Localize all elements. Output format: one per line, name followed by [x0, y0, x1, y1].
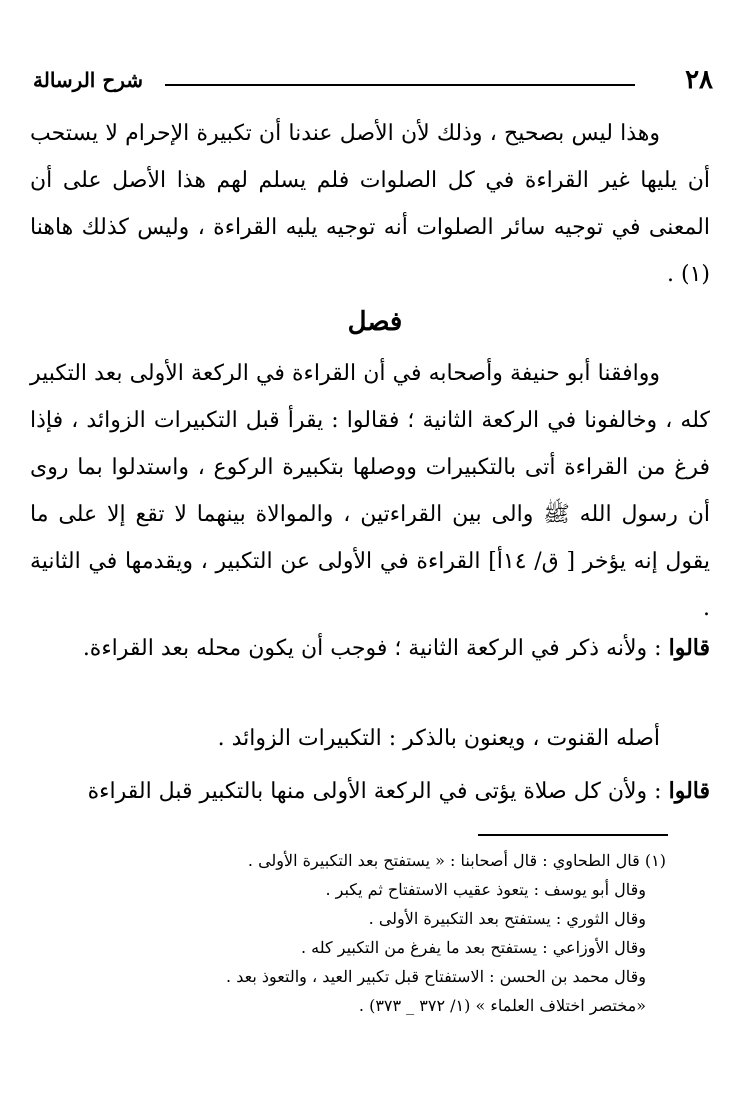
footnote-line: وقال الأوزاعي : يستفتح بعد ما يفرغ من التكبير كله . [300, 938, 646, 957]
header-rule [165, 84, 635, 86]
footnote-line: «مختصر اختلاف العلماء » (١/ ٣٧٢ _ ٣٧٣) . [358, 996, 646, 1015]
section-title: فصل [347, 307, 403, 337]
paragraph-3 [30, 625, 710, 672]
paragraph-5-text: : ولأن كل صلاة يؤتى في الركعة الأولى منها بالتكبير قبل القراءة [87, 779, 669, 804]
footnote-line: وقال الثوري : يستفتح بعد التكبيرة الأولى . [368, 909, 646, 928]
paragraph-1: وهذا ليس بصحيح ، وذلك لأن الأصل عندنا أن تكبيرة الإحرام لا يستحب أن يليها غير القراءة في كل الصلوات فلم يسلم لهم هذا الأصل على أن المعنى في توجيه سائر الصلوات أنه توجيه يليه القراءة ، وليس كذلك هاهنا (١) . [30, 121, 710, 287]
footnotes [46, 846, 666, 1020]
page-number: ٢٨ [685, 65, 713, 95]
paragraph-5 [30, 768, 710, 815]
paragraph-2: ووافقنا أبو حنيفة وأصحابه في أن القراءة في الركعة الأولى بعد التكبير كله ، وخالفونا في الركعة الثانية ؛ فقالوا : يقرأ قبل التكبيرات الزوائد ، فإذا فرغ من القراءة أتى بالتكبيرات ووصلها بتكبيرة الركوع ، واستدلوا بما روى أن رسول الله ﷺ والى بين القراءتين ، والموالاة بينهما لا تقع إلا على ما يقول إنه يؤخر [ ق/ ١٤أ] القراءة في الأولى عن التكبير ، ويقدمها في الثانية . [30, 361, 710, 621]
paragraph-4: أصله القنوت ، ويعنون بالذكر : التكبيرات الزوائد . [217, 726, 660, 751]
footnote-separator [478, 834, 668, 836]
footnote-line: وقال أبو يوسف : يتعوذ عقيب الاستفتاح ثم يكبر . [325, 880, 646, 899]
page-header [33, 62, 713, 98]
footnote-line: وقال محمد بن الحسن : الاستفتاح قبل تكبير العيد ، والتعوذ بعد . [226, 967, 646, 986]
running-title: شرح الرسالة [33, 68, 144, 92]
paragraph-3-keyword: قالوا [668, 635, 710, 661]
paragraph-5-keyword: قالوا [668, 778, 710, 804]
paragraph-3-text: : ولأنه ذكر في الركعة الثانية ؛ فوجب أن يكون محله بعد القراءة. [82, 636, 669, 661]
footnote-line: (١) قال الطحاوي : قال أصحابنا : « يستفتح بعد التكبيرة الأولى . [247, 851, 666, 870]
